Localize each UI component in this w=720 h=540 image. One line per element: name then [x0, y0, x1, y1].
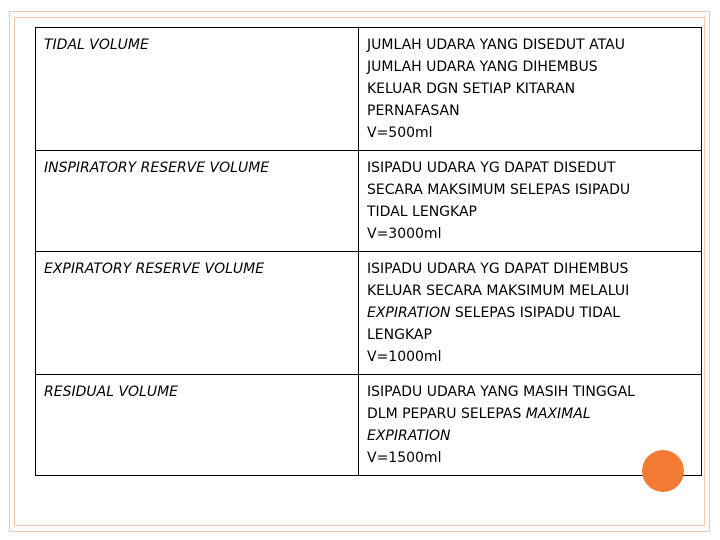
description-text: JUMLAH UDARA YANG DIHEMBUS [367, 59, 598, 75]
description-line [367, 223, 693, 245]
description-text: SELEPAS ISIPADU TIDAL [450, 305, 621, 321]
description-line [367, 280, 693, 302]
description-text: ISIPADU UDARA YANG MASIH TINGGAL [367, 384, 635, 400]
description-line [367, 56, 693, 78]
description-text: ISIPADU UDARA YG DAPAT DIHEMBUS [367, 261, 629, 277]
description-line [367, 100, 693, 122]
table-row [36, 151, 702, 252]
term-label: RESIDUAL VOLUME [44, 384, 179, 400]
term-cell [36, 28, 359, 151]
description-text: V=500ml [367, 125, 433, 141]
description-line [367, 34, 693, 56]
description-text: KELUAR SECARA MAKSIMUM MELALUI [367, 283, 630, 299]
description-text: TIDAL LENGKAP [367, 204, 477, 220]
description-line [367, 179, 693, 201]
description-line [367, 403, 693, 425]
term-cell [36, 375, 359, 476]
description-text: V=3000ml [367, 226, 442, 242]
lung-volume-table [35, 27, 702, 476]
description-line [367, 157, 693, 179]
description-text: EXPIRATION [367, 305, 451, 321]
description-text: EXPIRATION [367, 428, 451, 444]
description-line [367, 425, 693, 447]
table-row [36, 252, 702, 375]
description-text: MAXIMAL [525, 406, 591, 422]
description-text: KELUAR DGN SETIAP KITARAN [367, 81, 576, 97]
description-cell [359, 28, 702, 151]
table-row [36, 375, 702, 476]
description-line [367, 201, 693, 223]
description-line [367, 324, 693, 346]
description-text: PERNAFASAN [367, 103, 460, 119]
description-text: V=1000ml [367, 349, 442, 365]
description-line [367, 122, 693, 144]
description-text: LENGKAP [367, 327, 432, 343]
term-cell [36, 252, 359, 375]
description-text: SECARA MAKSIMUM SELEPAS ISIPADU [367, 182, 631, 198]
term-label: EXPIRATORY RESERVE VOLUME [44, 261, 265, 277]
description-line [367, 381, 693, 403]
description-text: DLM PEPARU SELEPAS [367, 406, 526, 422]
description-line [367, 302, 693, 324]
table-row [36, 28, 702, 151]
term-label: INSPIRATORY RESERVE VOLUME [44, 160, 270, 176]
description-text: V=1500ml [367, 450, 442, 466]
description-line [367, 346, 693, 368]
description-text: JUMLAH UDARA YANG DISEDUT ATAU [367, 37, 625, 53]
description-cell [359, 151, 702, 252]
term-label: TIDAL VOLUME [44, 37, 149, 53]
table-body [36, 28, 702, 476]
term-cell [36, 151, 359, 252]
description-cell [359, 252, 702, 375]
description-line [367, 258, 693, 280]
description-line [367, 78, 693, 100]
description-text: ISIPADU UDARA YG DAPAT DISEDUT [367, 160, 616, 176]
decorative-orange-dot [642, 450, 684, 492]
